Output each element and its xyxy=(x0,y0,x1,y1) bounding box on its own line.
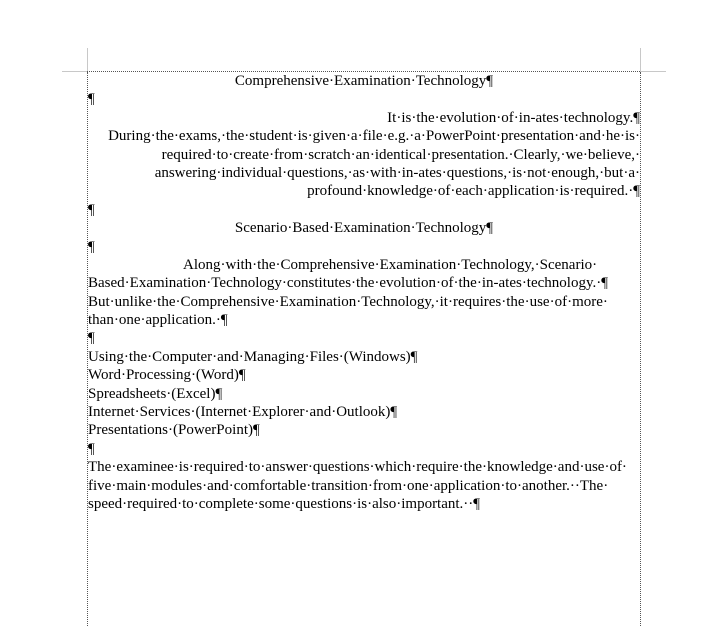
document-line-p4-l3: speed·required·to·complete·some·questions·is·also·important.··¶ xyxy=(88,495,481,512)
top-margin-guide-right xyxy=(641,71,666,72)
document-line-list-2: Word·Processing·(Word)¶ xyxy=(88,367,246,384)
document-line-p3-l3: But·unlike·the·Comprehensive·Examination·Technology,·it·requires·the·use·of·more· xyxy=(88,293,608,310)
top-margin-guide-left xyxy=(62,71,87,72)
right-margin-guide-top xyxy=(640,48,641,72)
document-line-p4-l2: five·main·modules·and·comfortable·transition·from·one·application·to·another.··The· xyxy=(88,477,609,494)
document-line-p2-l3: answering·individual·questions,·as·with·in-ates·questions,·is·not·enough,·but·a· xyxy=(154,164,640,181)
document-line-empty-2: ¶ xyxy=(88,201,95,218)
document-line-list-1: Using·the·Computer·and·Managing·Files·(Windows)¶ xyxy=(88,348,418,365)
document-line-list-4: Internet·Services·(Internet·Explorer·and·Outlook)¶ xyxy=(88,404,398,421)
document-line-p2-l1: During·the·exams,·the·student·is·given·a·file·e.g.·a·PowerPoint·presentation·and·he·is· xyxy=(108,128,640,145)
document-line-empty-3: ¶ xyxy=(88,238,95,255)
document-line-empty-4: ¶ xyxy=(88,330,95,347)
document-line-title-2: Scenario·Based·Examination·Technology¶ xyxy=(234,220,494,237)
document-line-p2-l2: required·to·create·from·scratch·an·identical·presentation.·Clearly,·we·believe,· xyxy=(161,146,640,163)
document-line-title-1: Comprehensive·Examination·Technology¶ xyxy=(234,73,494,89)
document-line-empty-1: ¶ xyxy=(88,91,95,108)
document-line-list-5: Presentations·(PowerPoint)¶ xyxy=(88,422,260,439)
document-line-p1-l1: It·is·the·evolution·of·in-ates·technology.¶ xyxy=(387,109,640,126)
document-line-p4-l1: The·examinee·is·required·to·answer·questions·which·require·the·knowledge·and·use·of· xyxy=(88,459,627,476)
document-body[interactable] xyxy=(88,72,640,513)
document-line-p3-l1: Along·with·the·Comprehensive·Examination·Technology,·Scenario· xyxy=(183,256,598,273)
left-margin-guide-top xyxy=(87,48,88,72)
document-line-p2-l4: profound·knowledge·of·each·application·is·required.·¶ xyxy=(307,183,640,200)
document-line-empty-5: ¶ xyxy=(88,440,95,457)
document-line-list-3: Spreadsheets·(Excel)¶ xyxy=(88,385,223,402)
document-line-p3-l4: than·one·application.·¶ xyxy=(88,312,228,329)
right-margin-guide xyxy=(640,72,641,626)
document-line-p3-l2: Based·Examination·Technology·constitutes·the·evolution·of·the·in-ates·technology.·¶ xyxy=(88,275,609,292)
